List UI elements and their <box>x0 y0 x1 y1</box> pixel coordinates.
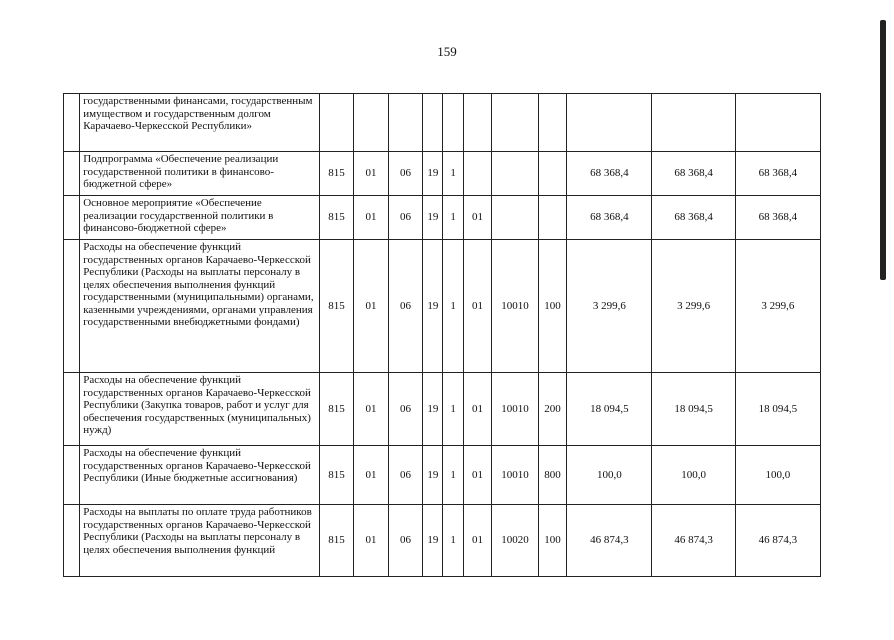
table-row <box>64 152 821 196</box>
amount-year-3: 3 299,6 <box>735 240 820 373</box>
ved-code: 815 <box>319 373 354 446</box>
spacer-cell <box>64 446 80 505</box>
table-body <box>64 94 821 577</box>
program-code <box>423 94 443 152</box>
section-code: 01 <box>354 373 389 446</box>
measure-code <box>463 94 491 152</box>
section-code: 01 <box>354 152 389 196</box>
ved-code: 815 <box>319 152 354 196</box>
subsection-code: 06 <box>388 240 423 373</box>
subprogram-code: 1 <box>443 505 463 577</box>
amount-year-2: 3 299,6 <box>652 240 735 373</box>
row-name: Расходы на обеспечение функций государственных органов Карачаево-Черкесской Республики (Расходы на выплаты персоналу в целях обеспечения выполнения функций государственными (муниципальными) органами, казенными учреждениями, органами управления государственными внебюджетными фондами) <box>80 240 319 373</box>
ved-code: 815 <box>319 240 354 373</box>
row-name: Подпрограмма «Обеспечение реализации государственной политики в финансово-бюджетной сфере» <box>80 152 319 196</box>
program-code: 19 <box>423 240 443 373</box>
table-row <box>64 240 821 373</box>
subprogram-code: 1 <box>443 373 463 446</box>
spacer-cell <box>64 373 80 446</box>
expense-type-code: 800 <box>538 446 566 505</box>
amount-year-2: 100,0 <box>652 446 735 505</box>
amount-year-1: 46 874,3 <box>567 505 652 577</box>
amount-year-2: 18 094,5 <box>652 373 735 446</box>
expense-type-code <box>538 196 566 240</box>
measure-code: 01 <box>463 373 491 446</box>
ved-code: 815 <box>319 196 354 240</box>
subsection-code: 06 <box>388 373 423 446</box>
row-name: Расходы на выплаты по оплате труда работников государственных органов Карачаево-Черкесской Республики (Расходы на выплаты персоналу в целях обеспечения выполнения функций <box>80 505 319 577</box>
amount-year-2: 68 368,4 <box>652 196 735 240</box>
program-code: 19 <box>423 373 443 446</box>
section-code: 01 <box>354 446 389 505</box>
direction-code <box>492 94 539 152</box>
table-row <box>64 505 821 577</box>
row-name: государственными финансами, государственным имуществом и государственным долгом Карачаево-Черкесской Республики» <box>80 94 319 152</box>
expense-type-code: 100 <box>538 240 566 373</box>
program-code: 19 <box>423 196 443 240</box>
table-row <box>64 94 821 152</box>
table-row <box>64 196 821 240</box>
direction-code <box>492 196 539 240</box>
subprogram-code <box>443 94 463 152</box>
subprogram-code: 1 <box>443 240 463 373</box>
expense-type-code <box>538 152 566 196</box>
amount-year-3: 68 368,4 <box>735 196 820 240</box>
subprogram-code: 1 <box>443 152 463 196</box>
section-code: 01 <box>354 196 389 240</box>
spacer-cell <box>64 240 80 373</box>
amount-year-1: 68 368,4 <box>567 196 652 240</box>
program-code: 19 <box>423 152 443 196</box>
subsection-code: 06 <box>388 505 423 577</box>
spacer-cell <box>64 196 80 240</box>
subsection-code: 06 <box>388 196 423 240</box>
measure-code: 01 <box>463 505 491 577</box>
amount-year-1: 100,0 <box>567 446 652 505</box>
direction-code: 10010 <box>492 240 539 373</box>
section-code: 01 <box>354 240 389 373</box>
amount-year-1: 18 094,5 <box>567 373 652 446</box>
row-name: Расходы на обеспечение функций государственных органов Карачаево-Черкесской Республики (Иные бюджетные ассигнования) <box>80 446 319 505</box>
direction-code <box>492 152 539 196</box>
program-code: 19 <box>423 446 443 505</box>
expense-type-code: 100 <box>538 505 566 577</box>
table-row <box>64 373 821 446</box>
section-code <box>354 94 389 152</box>
ved-code <box>319 94 354 152</box>
amount-year-2 <box>652 94 735 152</box>
expense-type-code <box>538 94 566 152</box>
table-row <box>64 446 821 505</box>
subsection-code: 06 <box>388 446 423 505</box>
amount-year-2: 46 874,3 <box>652 505 735 577</box>
budget-table <box>63 93 821 577</box>
amount-year-3: 18 094,5 <box>735 373 820 446</box>
direction-code: 10020 <box>492 505 539 577</box>
row-name: Расходы на обеспечение функций государственных органов Карачаево-Черкесской Республики (Закупка товаров, работ и услуг для обеспечения государственных (муниципальных) нужд) <box>80 373 319 446</box>
measure-code: 01 <box>463 240 491 373</box>
amount-year-2: 68 368,4 <box>652 152 735 196</box>
direction-code: 10010 <box>492 446 539 505</box>
amount-year-3: 68 368,4 <box>735 152 820 196</box>
amount-year-1: 68 368,4 <box>567 152 652 196</box>
spacer-cell <box>64 152 80 196</box>
amount-year-1 <box>567 94 652 152</box>
direction-code: 10010 <box>492 373 539 446</box>
subprogram-code: 1 <box>443 196 463 240</box>
section-code: 01 <box>354 505 389 577</box>
spacer-cell <box>64 94 80 152</box>
row-name: Основное мероприятие «Обеспечение реализации государственной политики в финансово-бюджетной сфере» <box>80 196 319 240</box>
page-number: 159 <box>437 44 457 59</box>
subprogram-code: 1 <box>443 446 463 505</box>
amount-year-3: 46 874,3 <box>735 505 820 577</box>
subsection-code <box>388 94 423 152</box>
measure-code: 01 <box>463 196 491 240</box>
subsection-code: 06 <box>388 152 423 196</box>
expense-type-code: 200 <box>538 373 566 446</box>
amount-year-1: 3 299,6 <box>567 240 652 373</box>
scan-edge-shadow <box>880 20 886 280</box>
amount-year-3 <box>735 94 820 152</box>
ved-code: 815 <box>319 446 354 505</box>
measure-code: 01 <box>463 446 491 505</box>
amount-year-3: 100,0 <box>735 446 820 505</box>
program-code: 19 <box>423 505 443 577</box>
ved-code: 815 <box>319 505 354 577</box>
measure-code <box>463 152 491 196</box>
spacer-cell <box>64 505 80 577</box>
